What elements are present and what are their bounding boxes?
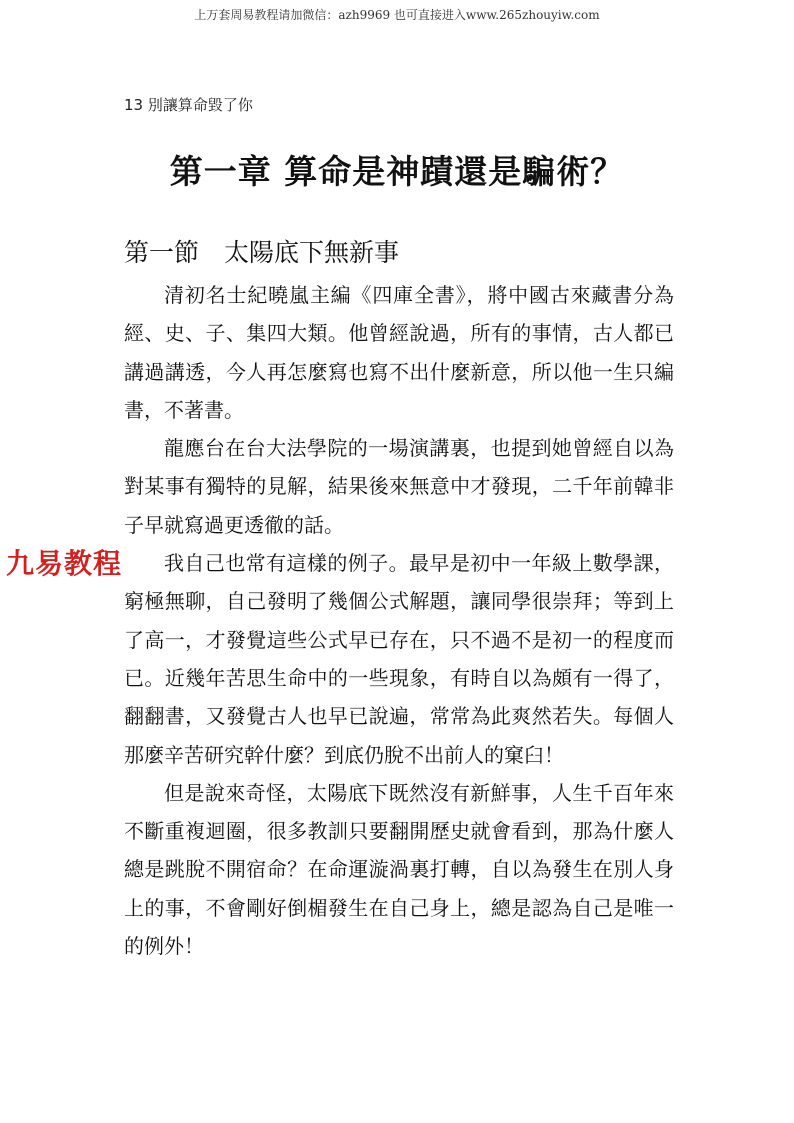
body-text (124, 276, 674, 965)
paragraph: 但是說來奇怪，太陽底下既然沒有新鮮事，人生千百年來不斷重複迴圈，很多教訓只要翻開歷史就會看到，那為什麼人總是跳脫不開宿命？在命運漩渦裏打轉，自以為發生在別人身上的事，不會剛好倒楣發生在自己身上，總是認為自己是唯一的例外！ (124, 780, 674, 959)
running-head: 13 別讓算命毀了你 (124, 96, 253, 114)
paragraph: 清初名士紀曉嵐主編《四庫全書》，將中國古來藏書分為經、史、子、集四大類。他曾經說過，所有的事情，古人都已講過講透，今人再怎麼寫也寫不出什麼新意，所以他一生只編書，不著書。 (124, 283, 674, 422)
watermark-logo: 九易教程 (6, 542, 122, 582)
top-banner: 上万套周易教程请加微信：azh9969 也可直接进入www.265zhouyiw.com (194, 8, 600, 22)
paragraph: 我自己也常有這樣的例子。最早是初中一年級上數學課，窮極無聊，自己發明了幾個公式解題，讓同學很崇拜；等到上了高一，才發覺這些公式早已存在，只不過不是初一的程度而已。近幾年苦思生命中的一些現象，有時自以為頗有一得了，翻翻書，又發覺古人也早已說遍，常常為此爽然若失。每個人那麼辛苦研究幹什麼？到底仍脫不出前人的窠臼！ (124, 551, 674, 767)
paragraph: 龍應台在台大法學院的一場演講裏，也提到她曾經自以為對某事有獨特的見解，結果後來無意中才發現，二千年前韓非子早就寫過更透徹的話。 (124, 436, 674, 537)
chapter-title: 第一章 算命是神蹟還是騙術？ (169, 152, 625, 191)
section-title: 第一節 太陽底下無新事 (124, 238, 400, 267)
